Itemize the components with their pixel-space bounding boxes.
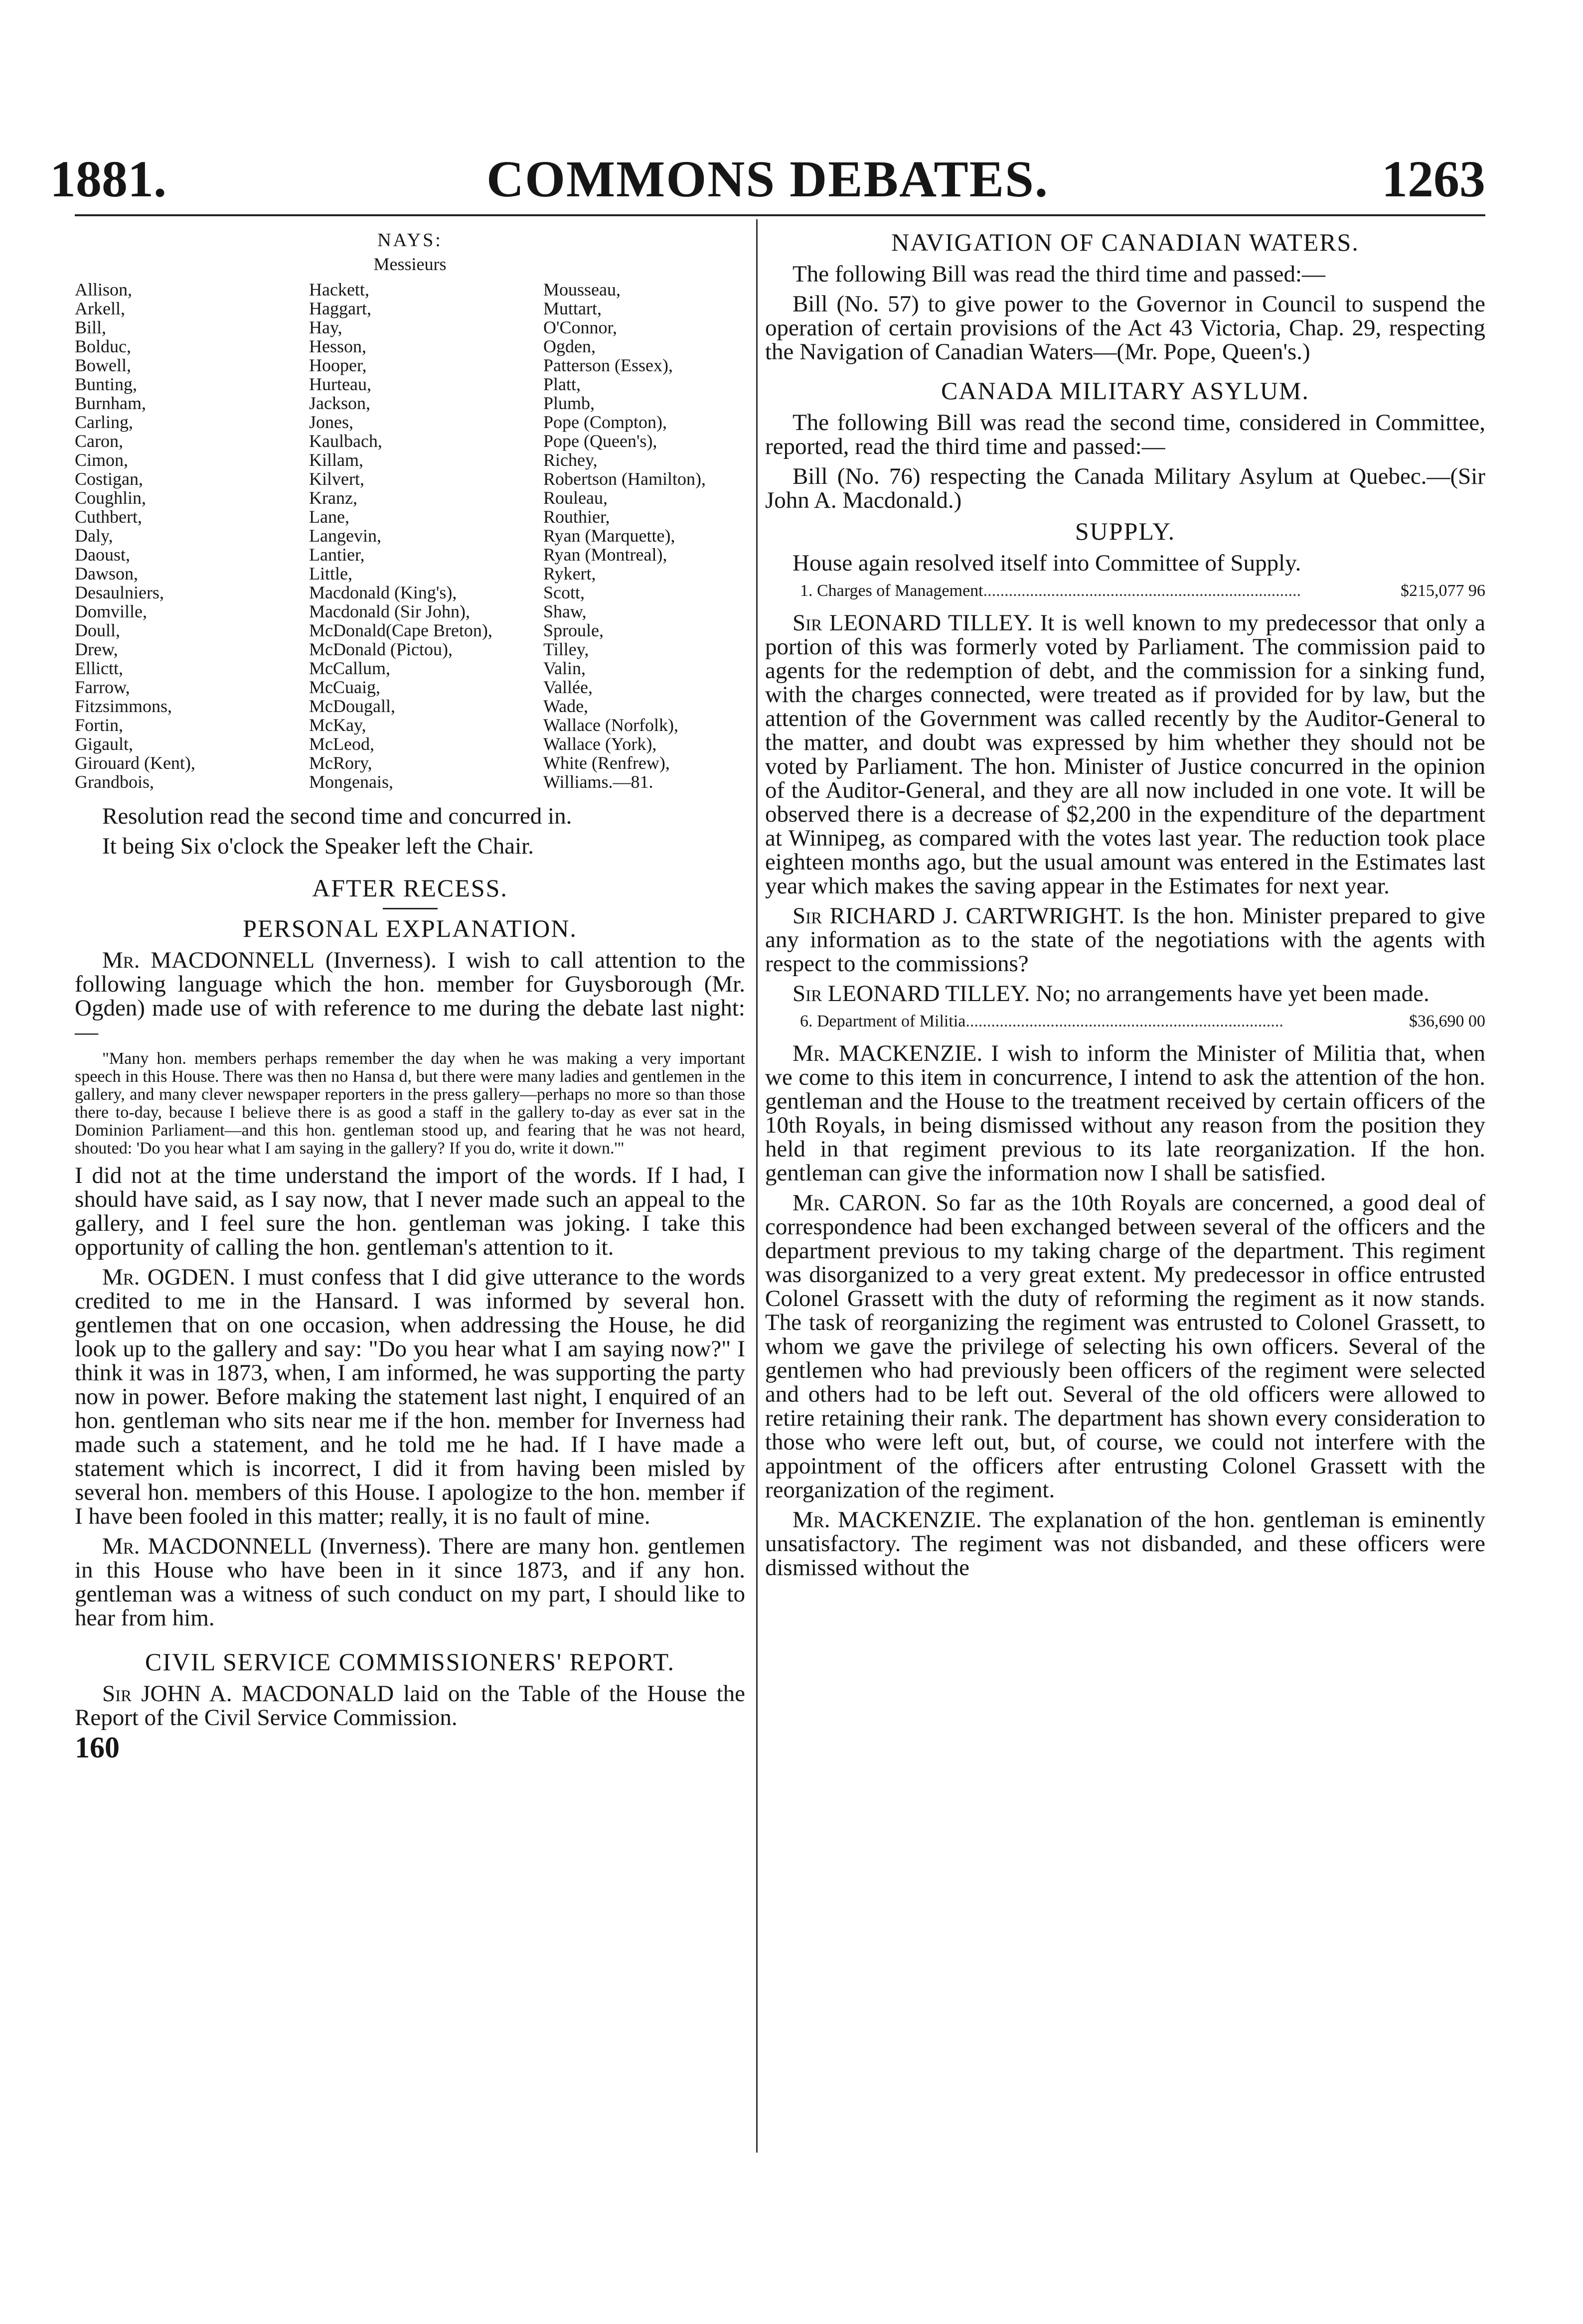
left-column bbox=[75, 223, 745, 1765]
member-name: Bill, bbox=[75, 317, 107, 337]
column-divider bbox=[756, 219, 758, 2153]
member-name: Muttart, bbox=[543, 298, 602, 318]
member-name: Mousseau, bbox=[543, 280, 621, 299]
member-name: Drew, bbox=[75, 639, 118, 659]
item-label: 6. Department of Militia bbox=[800, 1012, 966, 1030]
speech-text: Is the hon. Minister prepared to give any information as to the state of the negotiations with the agents with respect to the commissions? bbox=[765, 903, 1486, 977]
member-name: Gigault, bbox=[75, 734, 133, 754]
macdonnell-speech-1 bbox=[75, 948, 745, 1044]
member-name: Plumb, bbox=[543, 393, 595, 413]
member-name: Richey, bbox=[543, 450, 598, 470]
header-rule bbox=[75, 214, 1485, 216]
speaker-name: Mr. OGDEN. bbox=[102, 1264, 235, 1290]
macdonnell-continuation: I did not at the time understand the import of the words. If I had, I should have said, as I say now, that I never made such an appeal to the gallery, and I feel sure the hon. gentleman was joking. I take this opportunity of calling the hon. gentleman's attention to it. bbox=[75, 1162, 745, 1260]
member-name: McCuaig, bbox=[309, 677, 380, 697]
item-amount: $36,690 00 bbox=[1409, 1012, 1485, 1030]
member-name: Bolduc, bbox=[75, 336, 131, 356]
member-name: Mongenais, bbox=[309, 772, 393, 792]
member-name: Rouleau, bbox=[543, 488, 608, 508]
quoted-passage: "Many hon. members perhaps remember the day when he was making a very important speech in this House. There was then no Hansa d, but there were many ladies and gentlemen in the gallery, and many clever newspaper reporters in the press gallery—perhaps no more so than those there to-day, because I believe there is as good a staff in the gallery to-day as ever sat in the Dominion Parliament—and this hon. gentleman stood up, and fearing that he was not heard, shouted: 'Do you hear what I am saying in the gallery? If you do, write it down.'" bbox=[75, 1049, 745, 1158]
supply-heading: SUPPLY. bbox=[1075, 517, 1176, 545]
sirjohn-statement bbox=[75, 1682, 745, 1730]
member-name: Wade, bbox=[543, 696, 589, 716]
tilley-speech-1 bbox=[765, 611, 1485, 898]
item-amount: $215,077 96 bbox=[1401, 581, 1485, 600]
item-label: 1. Charges of Management bbox=[800, 581, 983, 600]
member-name: Ryan (Marquette), bbox=[543, 526, 675, 546]
page-header bbox=[50, 149, 1485, 219]
member-name: Desaulniers, bbox=[75, 582, 164, 602]
member-name: McDonald (Pictou), bbox=[309, 639, 453, 659]
speech-text: I wish to inform the Minister of Militia that, when we come to this item in concurrence, I intend to ask the attention of the hon. gentleman and the House to the treatment received by certain officers of the 10th Royals, in being dismissed without any reason from the position they held in that regiment previous to its late reorganization. If the hon. gentleman can give the information now I shall be satisfied. bbox=[765, 1040, 1485, 1186]
member-name: Hay, bbox=[309, 317, 342, 337]
member-name: Rykert, bbox=[543, 564, 596, 583]
member-name: Wallace (York), bbox=[543, 734, 657, 754]
member-name: Jackson, bbox=[309, 393, 370, 413]
section-rule bbox=[383, 908, 438, 909]
member-name: Pope (Compton), bbox=[543, 412, 667, 432]
member-name: Shaw, bbox=[543, 601, 587, 621]
ogden-speech bbox=[75, 1265, 745, 1528]
member-name: Kilvert, bbox=[309, 469, 364, 489]
member-name: Langevin, bbox=[309, 526, 381, 546]
speech-text: (Inverness). I wish to call attention to the following language which the hon. member for Guysborough (Mr. Ogden) made use of with reference to me during the debate last night:— bbox=[75, 947, 745, 1045]
nays-heading: NAYS: bbox=[377, 230, 443, 251]
speaker-name: Sir JOHN A. MACDONALD bbox=[102, 1681, 394, 1707]
member-name: Bunting, bbox=[75, 374, 138, 394]
member-name: McLeod, bbox=[309, 734, 374, 754]
member-name: White (Renfrew), bbox=[543, 753, 670, 773]
speech-text: (Inverness). There are many hon. gentlemen in this House who have been in it since 1873, and if any hon. gentleman was a witness of such conduct on my part, I should like to hear from him. bbox=[75, 1533, 745, 1631]
tilley-speech-2 bbox=[765, 982, 1485, 1006]
speaker-name: Mr. MACDONNELL bbox=[102, 947, 315, 973]
speaker-name: Sir RICHARD J. CARTWRIGHT. bbox=[792, 903, 1125, 929]
speaker-name: Sir LEONARD TILLEY. bbox=[792, 610, 1033, 636]
member-name: Pope (Queen's), bbox=[543, 431, 657, 451]
member-name: Allison, bbox=[75, 280, 133, 299]
six-oclock-line: It being Six o'clock the Speaker left the Chair. bbox=[102, 833, 534, 859]
member-name: Domville, bbox=[75, 601, 147, 621]
speech-text: No; no arrangements have yet been made. bbox=[1036, 981, 1429, 1007]
member-name: Bowell, bbox=[75, 355, 131, 375]
member-name: Kaulbach, bbox=[309, 431, 382, 451]
member-name: Daly, bbox=[75, 526, 113, 546]
asylum-bill: Bill (No. 76) respecting the Canada Military Asylum at Quebec.—(Sir John A. Macdonald.) bbox=[765, 463, 1485, 513]
member-name: Arkell, bbox=[75, 298, 125, 318]
member-name: McCallum, bbox=[309, 658, 390, 678]
caron-speech bbox=[765, 1191, 1485, 1502]
navigation-bill: Bill (No. 57) to give power to the Governor in Council to suspend the operation of certain provisions of the Act 43 Victoria, Chap. 29, respecting the Navigation of Canadian Waters—(Mr. Pope, Queen's.) bbox=[765, 291, 1485, 365]
member-name: Hooper, bbox=[309, 355, 367, 375]
member-name: Fitzsimmons, bbox=[75, 696, 172, 716]
speaker-name: Mr. MACDONNELL bbox=[102, 1533, 312, 1559]
publication-title: COMMONS DEBATES. bbox=[486, 150, 1049, 208]
resolution-line: Resolution read the second time and concurred in. bbox=[102, 803, 572, 829]
leader-dots: ........................................................................... bbox=[965, 1012, 1283, 1030]
member-name: Kranz, bbox=[309, 488, 357, 508]
member-name: Lantier, bbox=[309, 545, 365, 565]
signature-number: 160 bbox=[75, 1731, 120, 1764]
member-name: Hackett, bbox=[309, 280, 369, 299]
macdonnell-speech-2 bbox=[75, 1534, 745, 1630]
asylum-heading: CANADA MILITARY ASYLUM. bbox=[941, 377, 1309, 405]
personal-explanation-heading: PERSONAL EXPLANATION. bbox=[243, 914, 577, 942]
member-name: Williams.—81. bbox=[543, 772, 653, 792]
member-name: Jones, bbox=[309, 412, 353, 432]
member-name: Vallée, bbox=[543, 677, 593, 697]
member-name: McRory, bbox=[309, 753, 372, 773]
speech-text: It is well known to my predecessor that only a portion of this was formerly voted by Parliament. The commission paid to agents for the redemption of debt, and the commission for a sinking fund, with the charges connected, were treated as if provided for by law, but the attention of the Government was called recently by the Auditor-General to the matter, and doubt was expressed by him whether they should not be voted by Parliament. The hon. Minister of Justice concurred in the opinion of the Auditor-General, and they are all now included in one vote. It will be observed there is a decrease of $2,200 in the expenditure of the department at Winnipeg, as compared with the votes last year. The reduction took place eighteen months ago, but the usual amount was entered in the Estimates last year which makes the saving appear in the Estimates for next year. bbox=[765, 610, 1486, 899]
member-name: Ellictt, bbox=[75, 658, 123, 678]
asylum-intro: The following Bill was read the second time, considered in Committee, reported, read the third time and passed:— bbox=[765, 410, 1485, 459]
nays-column-1 bbox=[75, 280, 309, 791]
member-name: Patterson (Essex), bbox=[543, 355, 673, 375]
member-name: Macdonald (Sir John), bbox=[309, 601, 470, 621]
member-name: Platt, bbox=[543, 374, 581, 394]
member-name: Lane, bbox=[309, 507, 349, 527]
member-name: Costigan, bbox=[75, 469, 144, 489]
member-name: Grandbois, bbox=[75, 772, 154, 792]
nays-list bbox=[75, 280, 745, 791]
speaker-name: Sir LEONARD TILLEY. bbox=[792, 981, 1030, 1007]
member-name: Wallace (Norfolk), bbox=[543, 715, 678, 735]
member-name: Caron, bbox=[75, 431, 123, 451]
member-name: Coughlin, bbox=[75, 488, 147, 508]
nays-subheading: Messieurs bbox=[373, 254, 447, 274]
speaker-name: Mr. MACKENZIE. bbox=[792, 1507, 982, 1533]
supply-intro: House again resolved itself into Committee of Supply. bbox=[792, 550, 1301, 576]
member-name: Tilley, bbox=[543, 639, 589, 659]
member-name: Farrow, bbox=[75, 677, 130, 697]
supply-item-1 bbox=[800, 581, 1485, 601]
member-name: Killam, bbox=[309, 450, 363, 470]
member-name: Ryan (Montreal), bbox=[543, 545, 667, 565]
member-name: Carling, bbox=[75, 412, 133, 432]
member-name: McKay, bbox=[309, 715, 366, 735]
member-name: Ogden, bbox=[543, 336, 596, 356]
speech-text: The explanation of the hon. gentleman is eminently unsatisfactory. The regiment was not disbanded, and these officers were dismissed without the bbox=[765, 1507, 1485, 1581]
right-column bbox=[765, 223, 1485, 1586]
member-name: O'Connor, bbox=[543, 317, 618, 337]
member-name: McDougall, bbox=[309, 696, 395, 716]
leader-dots: ........................................................................... bbox=[983, 581, 1301, 600]
member-name: Burnham, bbox=[75, 393, 146, 413]
supply-item-6 bbox=[800, 1012, 1485, 1031]
member-name: Haggart, bbox=[309, 298, 371, 318]
member-name: Scott, bbox=[543, 582, 585, 602]
cartwright-speech bbox=[765, 904, 1485, 976]
member-name: Sproule, bbox=[543, 620, 604, 640]
mackenzie-speech-2 bbox=[765, 1508, 1485, 1580]
member-name: Robertson (Hamilton), bbox=[543, 469, 706, 489]
member-name: Doull, bbox=[75, 620, 121, 640]
speech-text: So far as the 10th Royals are concerned, a good deal of correspondence had been exchanged between several of the officers and the department previous to my taking charge of the department. This regiment was disorganized to a very great extent. My predecessor in office entrusted Colonel Grassett with the duty of reforming the regiment as it now stands. The task of reorganizing the regiment was entrusted to Colonel Grassett, to whom we gave the privilege of selecting his own officers. Several of the gentlemen who had previously been officers of the regiment were selected and others had to be left out. Several of the old officers were allowed to retire retaining their rank. The department has shown every consideration to those who were left out, but, of course, we could not interfere with the appointment of the officers after entrusting Colonel Grassett with the reorganization of the regiment. bbox=[765, 1190, 1486, 1503]
after-recess-heading: AFTER RECESS. bbox=[312, 874, 508, 902]
speaker-name: Mr. MACKENZIE. bbox=[792, 1040, 983, 1066]
speech-text: laid on the Table of the House the Report of the Civil Service Commission. bbox=[75, 1681, 746, 1731]
member-name: Girouard (Kent), bbox=[75, 753, 195, 773]
member-name: Daoust, bbox=[75, 545, 130, 565]
speech-text: I must confess that I did give utterance to the words credited to me in the Hansard. I was informed by several hon. gentlemen that on one occasion, when addressing the House, he did look up to the gallery and say: "Do you hear what I am saying now?" I think it was in 1873, when, I am informed, he was supporting the party now in power. Before making the statement last night, I enquired of an hon. gentleman who sits near me if the hon. member for Inverness had made such a statement, and he told me he had. If I have made a statement which is incorrect, I did it from having been misled by several hon. members of this House. I apologize to the hon. member if I have been fooled in this matter; really, it is no fault of mine. bbox=[75, 1264, 745, 1529]
nays-column-3 bbox=[543, 280, 745, 791]
member-name: Hesson, bbox=[309, 336, 366, 356]
member-name: McDonald(Cape Breton), bbox=[309, 620, 492, 640]
member-name: Dawson, bbox=[75, 564, 138, 583]
member-name: Little, bbox=[309, 564, 352, 583]
civil-service-heading: CIVIL SERVICE COMMISSIONERS' REPORT. bbox=[145, 1648, 675, 1676]
page-number: 1263 bbox=[1382, 150, 1485, 208]
member-name: Fortin, bbox=[75, 715, 124, 735]
year: 1881. bbox=[50, 150, 166, 208]
member-name: Routhier, bbox=[543, 507, 610, 527]
member-name: Macdonald (King's), bbox=[309, 582, 457, 602]
member-name: Hurteau, bbox=[309, 374, 371, 394]
member-name: Cimon, bbox=[75, 450, 129, 470]
mackenzie-speech-1 bbox=[765, 1041, 1485, 1185]
member-name: Cuthbert, bbox=[75, 507, 142, 527]
member-name: Valin, bbox=[543, 658, 586, 678]
navigation-intro: The following Bill was read the third time and passed:— bbox=[792, 261, 1326, 287]
nays-column-2 bbox=[309, 280, 543, 791]
speaker-name: Mr. CARON. bbox=[792, 1190, 927, 1216]
navigation-heading: NAVIGATION OF CANADIAN WATERS. bbox=[891, 228, 1359, 256]
